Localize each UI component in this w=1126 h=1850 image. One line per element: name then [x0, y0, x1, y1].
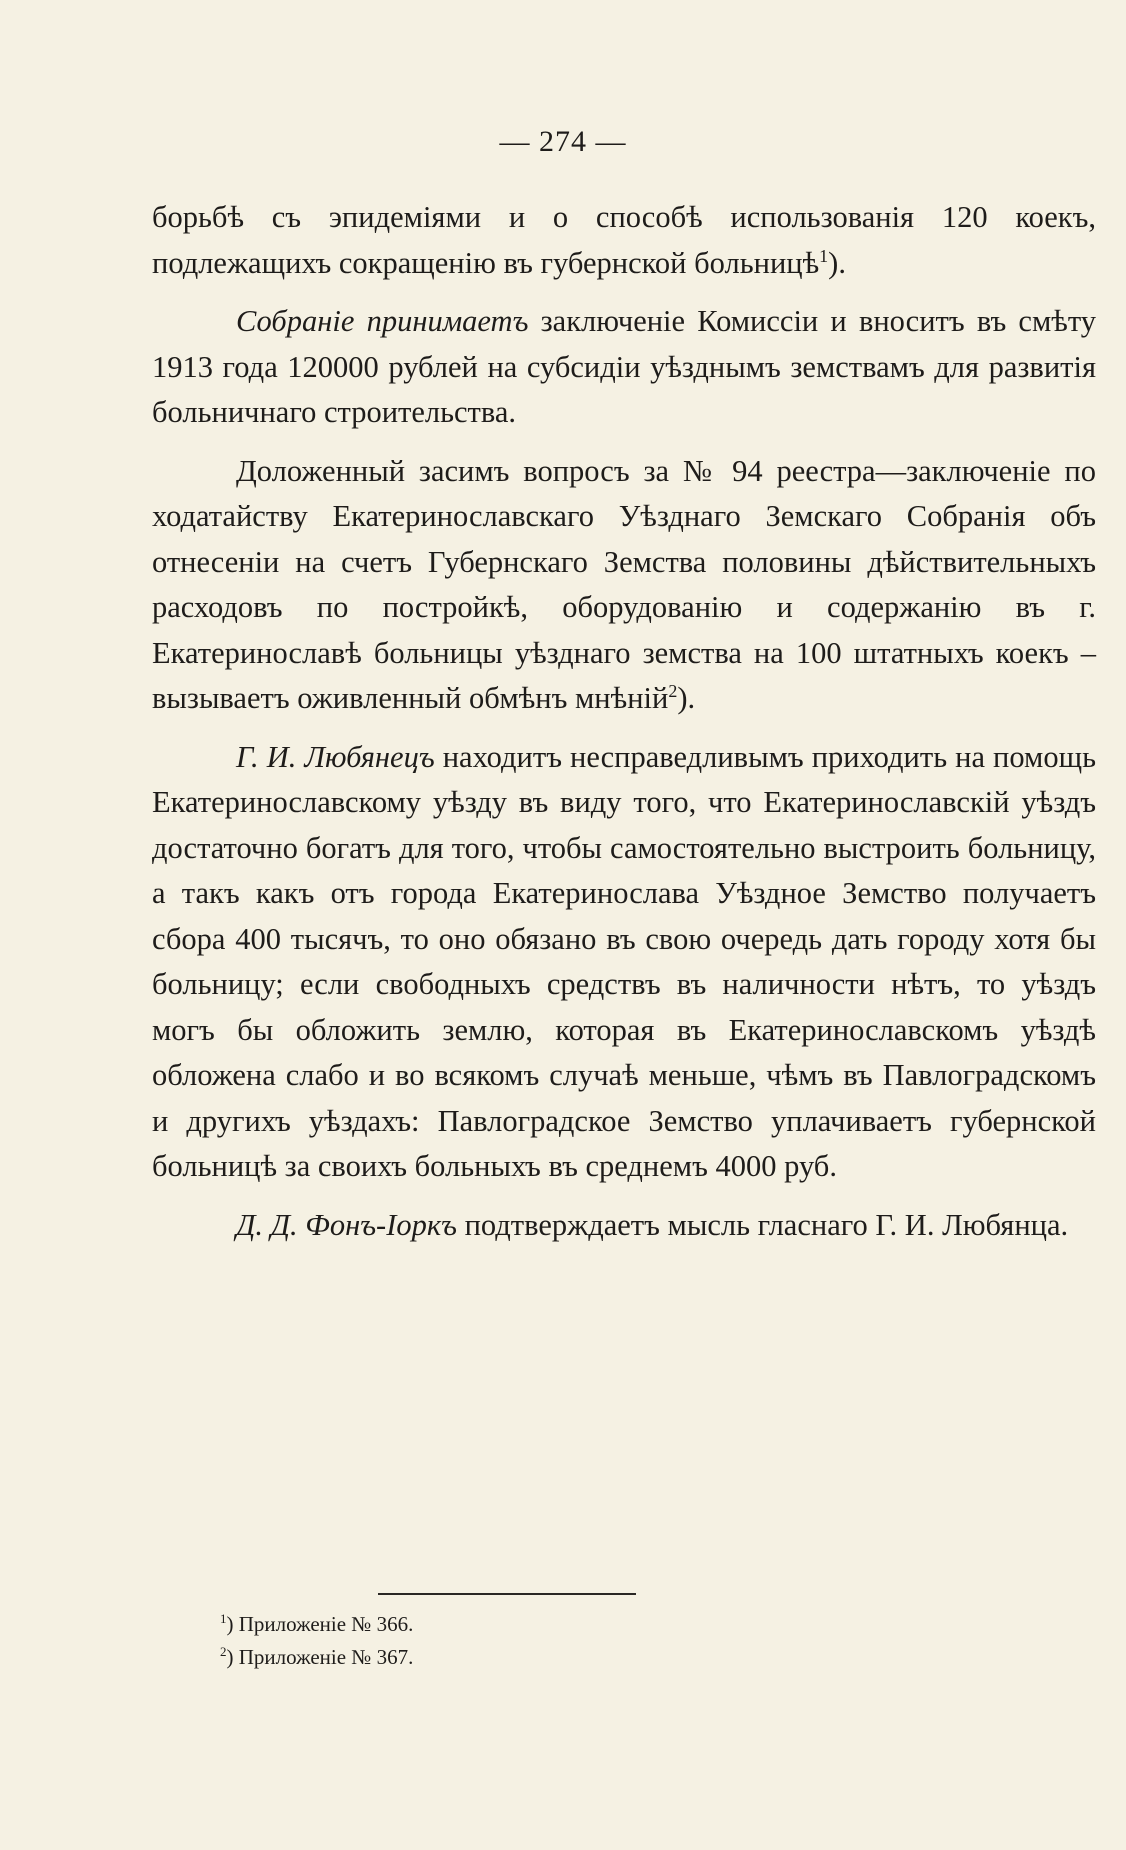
text-run: Доложенный засимъ вопросъ за № 94 реестра—заключеніе по ходатайству Екатеринославскаго Уѣзднаго Земскаго Собранія объ отнесеніи на счетъ Губернскаго Земства половины дѣйствительныхъ расходовъ по постройкѣ, оборудованію и содержанію въ г. Екатеринославѣ больницы уѣзднаго земства на 100 штатныхъ коекъ – вызываетъ оживленный обмѣнъ мнѣній: [152, 453, 1096, 715]
paragraph-3: [152, 449, 1096, 722]
footnote-divider: [378, 1593, 636, 1595]
footnote-text: ) Приложеніе № 366.: [226, 1612, 414, 1636]
text-run: заключеніе Комиссіи и вноситъ въ смѣту 1913 года 120000 рублей на субсидіи уѣзднымъ земствамъ для развитія больничнаго строительства.: [152, 304, 1097, 429]
footnote-marker: 2: [220, 1644, 227, 1659]
footnote-2: [220, 1641, 820, 1674]
text-run: ).: [677, 681, 696, 715]
text-run: находитъ несправедливымъ приходить на помощь Екатеринославскому уѣзду въ виду того, что Екатеринославскій уѣздъ достаточно богатъ для того, чтобы самостоятельно выстроить больницу, а такъ какъ отъ города Екатеринослава Уѣздное Земство получаетъ сбора 400 тысячъ, то оно обязано въ свою очередь дать городу хотя бы больницу; если свободныхъ средствъ въ наличности нѣтъ, то уѣздъ могъ бы обложить землю, которая въ Екатеринославскомъ уѣздѣ обложена слабо и во всякомъ случаѣ меньше, чѣмъ въ Павлоградскомъ и другихъ уѣздахъ: Павлоградское Земство уплачиваетъ губернской больницѣ за своихъ больныхъ въ среднемъ 4000 руб.: [152, 739, 1096, 1183]
speaker-name: Г. И. Любянецъ: [236, 739, 435, 774]
text-run: борьбѣ съ эпидеміями и о способѣ использованія 120 коекъ, подлежащихъ сокращенію въ губернской больницѣ: [152, 200, 1096, 280]
speaker-name: Д. Д. Фонъ-Іоркъ: [236, 1207, 457, 1242]
footnote-ref-1: 1: [819, 245, 829, 266]
footnote-ref-2: 2: [668, 680, 678, 701]
paragraph-1: [152, 195, 1096, 286]
body-text: [152, 195, 1096, 1248]
italic-phrase: Собраніе принимаетъ: [236, 304, 529, 338]
footnote-text: ) Приложеніе № 367.: [226, 1645, 414, 1669]
page-number: — 274 —: [499, 125, 627, 158]
paragraph-4: [152, 735, 1096, 1190]
footnotes: [220, 1608, 820, 1674]
paragraph-5: [152, 1203, 1096, 1249]
footnote-1: [220, 1608, 820, 1641]
text-run: ).: [828, 245, 846, 280]
footnote-marker: 1: [220, 1611, 227, 1626]
text-run: подтверждаетъ мысль гласнаго Г. И. Любянца.: [456, 1207, 1069, 1242]
paragraph-2: [152, 299, 1096, 436]
